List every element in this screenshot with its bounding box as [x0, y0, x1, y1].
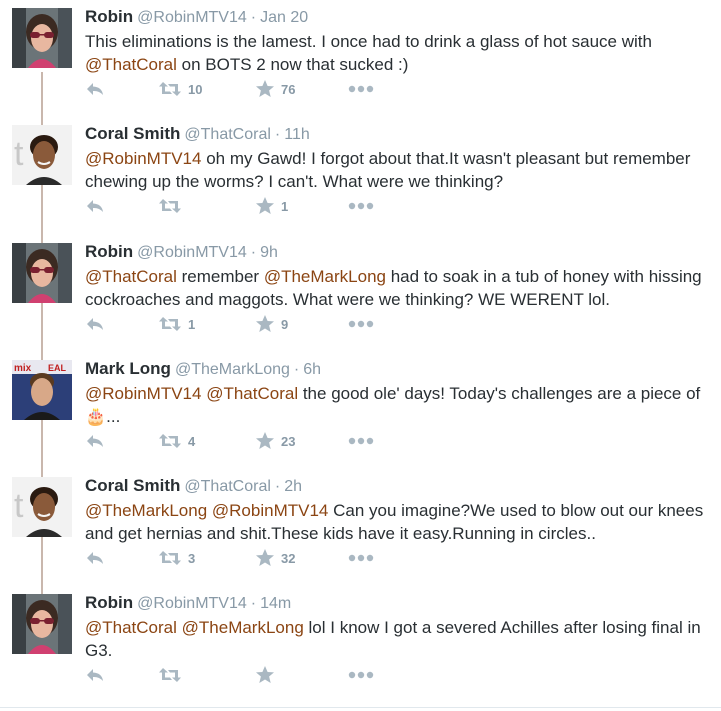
tweet-text-segment: on BOTS 2 now that sucked :) [176, 55, 409, 74]
retweet-icon [158, 433, 182, 449]
author-name[interactable]: Mark Long [85, 359, 171, 378]
tweet-header [85, 359, 321, 380]
retweet-button[interactable] [158, 430, 195, 452]
tweet-text-segment: oh my Gawd! I forgot about that.It wasn't pleasant but remember chewing up the worms? I can't. What were we thinking? [85, 149, 691, 191]
reply-icon [85, 667, 105, 683]
ellipsis-icon [348, 437, 374, 445]
author-handle[interactable]: @RobinMTV14 [137, 244, 247, 261]
star-icon [255, 314, 275, 334]
tweet-header [85, 124, 310, 145]
like-count: 23 [281, 433, 296, 449]
retweet-count: 4 [188, 433, 196, 449]
mention-link[interactable]: @RobinMTV14 [85, 384, 202, 403]
tweet-actions [85, 313, 385, 335]
like-count: 9 [281, 316, 289, 332]
retweet-count: 10 [188, 81, 203, 97]
separator-dot: · [250, 244, 257, 261]
tweet-text-segment: lol I know I got a severed Achilles after losing final in G3. [85, 618, 701, 660]
timeline-divider [0, 707, 721, 708]
author-handle[interactable]: @ThatCoral [184, 126, 271, 143]
mention-link[interactable]: @TheMarkLong [85, 501, 208, 520]
reply-button[interactable] [85, 664, 105, 686]
like-button[interactable] [255, 664, 281, 686]
like-count: 1 [281, 198, 289, 214]
timestamp-link[interactable]: Jan 20 [260, 9, 309, 26]
ellipsis-icon [348, 202, 374, 210]
retweet-button[interactable] [158, 547, 195, 569]
tweet-text [85, 147, 710, 193]
avatar[interactable] [12, 594, 72, 654]
more-options-button[interactable] [348, 195, 374, 217]
ellipsis-icon [348, 671, 374, 679]
author-handle[interactable]: @RobinMTV14 [137, 595, 247, 612]
reply-button[interactable] [85, 547, 105, 569]
svg-text:t: t [14, 487, 24, 525]
retweet-icon [158, 81, 182, 97]
author-handle[interactable]: @TheMarkLong [174, 361, 290, 378]
tweet-text [85, 382, 710, 428]
avatar[interactable] [12, 477, 72, 537]
retweet-button[interactable] [158, 313, 195, 335]
avatar[interactable] [12, 125, 72, 185]
tweet-text-segment: had to soak in a tub of honey with hissing cockroaches and maggots. What were we thinking? WE WERENT lol. [85, 267, 702, 309]
tweet-header [85, 7, 308, 28]
svg-text:mix: mix [14, 363, 32, 374]
retweet-icon [158, 198, 182, 214]
mention-link[interactable]: @RobinMTV14 [211, 501, 329, 520]
tweet-actions [85, 664, 385, 686]
author-name[interactable]: Robin [85, 593, 134, 612]
reply-icon [85, 433, 105, 449]
tweet-text-segment: This eliminations is the lamest. I once had to drink a glass of hot sauce with [85, 32, 652, 51]
tweet[interactable] [0, 0, 721, 117]
tweet[interactable] [0, 586, 721, 703]
star-icon [255, 548, 275, 568]
svg-text:t: t [14, 135, 24, 173]
author-handle[interactable]: @ThatCoral [184, 478, 271, 495]
reply-icon [85, 81, 105, 97]
tweet-text [85, 265, 710, 311]
like-count: 32 [281, 550, 296, 566]
author-name[interactable]: Coral Smith [85, 476, 181, 495]
star-icon [255, 196, 275, 216]
timestamp-link[interactable]: 14m [260, 595, 292, 612]
author-handle[interactable]: @RobinMTV14 [137, 9, 247, 26]
reply-button[interactable] [85, 78, 105, 100]
mention-link[interactable]: @ThatCoral [85, 267, 177, 286]
timestamp-link[interactable]: 6h [303, 361, 322, 378]
tweet-text-segment: Can you imagine?We used to blow out our knees and get hernias and shit.These kids have it easy.Running in circles.. [85, 501, 704, 543]
retweet-count: 3 [188, 550, 196, 566]
mention-link[interactable]: @TheMarkLong [263, 267, 386, 286]
separator-dot: · [274, 126, 281, 143]
mention-link[interactable]: @TheMarkLong [181, 618, 304, 637]
retweet-count: 1 [188, 316, 196, 332]
reply-button[interactable] [85, 430, 105, 452]
author-name[interactable]: Robin [85, 242, 134, 261]
separator-dot: · [250, 595, 257, 612]
retweet-button[interactable] [158, 78, 202, 100]
avatar[interactable] [12, 360, 72, 420]
ellipsis-icon [348, 554, 374, 562]
star-icon [255, 665, 275, 685]
avatar[interactable] [12, 8, 72, 68]
timestamp-link[interactable]: 2h [284, 478, 303, 495]
timestamp-link[interactable]: 9h [260, 244, 278, 261]
tweet[interactable] [0, 469, 721, 586]
star-icon [255, 431, 275, 451]
reply-icon [85, 550, 105, 566]
tweet-text-segment: the good ole' days! Today's challenges are a piece of 🎂... [85, 384, 701, 426]
separator-dot: · [293, 361, 300, 378]
tweet-text-segment: remember [176, 267, 264, 286]
mention-link[interactable]: @ThatCoral [85, 618, 177, 637]
tweet-header [85, 242, 278, 263]
star-icon [255, 79, 275, 99]
mention-link[interactable]: @ThatCoral [206, 384, 299, 403]
tweet-actions [85, 547, 385, 569]
retweet-icon [158, 667, 182, 683]
more-options-button[interactable] [348, 547, 374, 569]
tweet-header [85, 593, 291, 614]
like-count: 76 [281, 81, 296, 97]
reply-icon [85, 198, 105, 214]
tweet[interactable] [0, 117, 721, 234]
tweet[interactable] [0, 235, 721, 352]
mention-link[interactable]: @RobinMTV14 [85, 149, 202, 168]
author-name[interactable]: Robin [85, 7, 134, 26]
separator-dot: · [250, 9, 257, 26]
tweet-actions [85, 78, 385, 100]
author-name[interactable]: Coral Smith [85, 124, 181, 143]
more-options-button[interactable] [348, 313, 374, 335]
ellipsis-icon [348, 85, 374, 93]
retweet-icon [158, 550, 182, 566]
retweet-button[interactable] [158, 195, 188, 217]
tweet-text [85, 616, 710, 662]
tweet-actions [85, 430, 385, 452]
retweet-button[interactable] [158, 664, 188, 686]
tweet[interactable] [0, 352, 721, 469]
reply-button[interactable] [85, 195, 105, 217]
separator-dot: · [274, 478, 281, 495]
tweet-actions [85, 195, 385, 217]
ellipsis-icon [348, 320, 374, 328]
retweet-icon [158, 316, 182, 332]
svg-text:EAL: EAL [48, 363, 66, 373]
tweet-header [85, 476, 302, 497]
like-button[interactable] [255, 78, 295, 100]
timestamp-link[interactable]: 11h [284, 126, 310, 143]
like-button[interactable] [255, 313, 288, 335]
like-button[interactable] [255, 430, 295, 452]
like-button[interactable] [255, 195, 288, 217]
more-options-button[interactable] [348, 430, 374, 452]
more-options-button[interactable] [348, 664, 374, 686]
avatar[interactable] [12, 243, 72, 303]
reply-icon [85, 316, 105, 332]
more-options-button[interactable] [348, 78, 374, 100]
tweet-text [85, 30, 710, 76]
tweet-text [85, 499, 710, 545]
reply-button[interactable] [85, 313, 105, 335]
mention-link[interactable]: @ThatCoral [85, 55, 177, 74]
like-button[interactable] [255, 547, 295, 569]
